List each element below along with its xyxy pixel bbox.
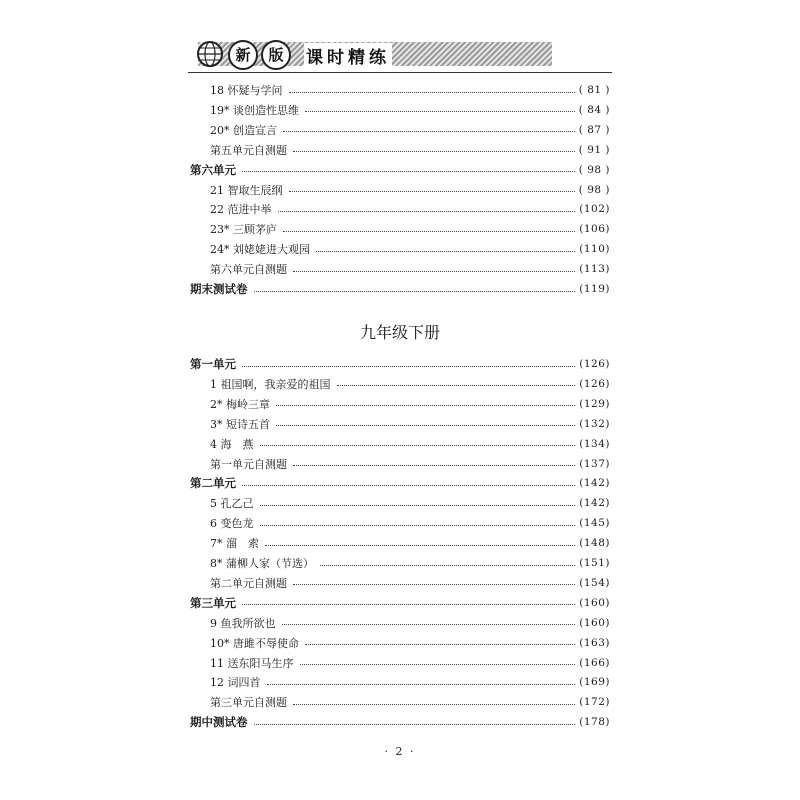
toc-entry-page: (178)	[579, 716, 610, 729]
toc-entry-title: 21 智取生辰纲	[210, 183, 283, 197]
toc-leader-dots	[320, 565, 575, 566]
toc-entry	[190, 80, 610, 100]
toc-entry-page: (113)	[579, 263, 610, 276]
toc-entry-title: 第一单元自测题	[210, 457, 287, 471]
toc-leader-dots	[242, 366, 575, 367]
toc-entry	[190, 279, 610, 299]
toc-entry-title: 12 词四首	[210, 676, 261, 690]
toc-entry-page: ( 91 )	[578, 143, 610, 156]
header-subtitle: 课时精练	[304, 43, 392, 68]
toc-leader-dots	[260, 525, 576, 526]
toc-entry-page: (132)	[579, 417, 610, 430]
toc-entry	[190, 613, 610, 633]
toc-entry	[190, 374, 610, 394]
toc-entry-title: 期中测试卷	[190, 715, 248, 730]
toc-entry-page: (134)	[579, 437, 610, 450]
toc-entry	[190, 199, 610, 219]
toc-entry-title: 2* 梅岭三章	[210, 397, 270, 411]
toc-entry	[190, 513, 610, 533]
toc-entry	[190, 354, 610, 374]
toc-leader-dots	[305, 111, 575, 112]
toc-entry-page: (148)	[579, 537, 610, 550]
section-title: 九年级下册	[359, 323, 440, 342]
toc-entry	[190, 493, 610, 513]
toc-entry	[190, 239, 610, 259]
toc-entry-page: (119)	[579, 283, 610, 295]
toc-entry-page: ( 87 )	[578, 123, 610, 136]
toc-entry-page: (110)	[579, 243, 610, 256]
toc-entry-page: (142)	[579, 477, 610, 490]
toc-entry	[190, 553, 610, 573]
toc-entry-page: (160)	[579, 596, 610, 609]
toc-leader-dots	[283, 231, 575, 232]
toc-entry-page: (102)	[579, 203, 610, 216]
toc-entry-title: 第五单元自测题	[210, 143, 287, 157]
toc-leader-dots	[293, 584, 575, 585]
toc-leader-dots	[293, 704, 575, 705]
toc-entry-title: 第六单元自测题	[210, 263, 287, 277]
toc-leader-dots	[293, 151, 575, 152]
toc-entry-title: 第二单元	[190, 476, 236, 491]
toc-entry-page: (142)	[579, 497, 610, 510]
header-badge-2: 版	[261, 40, 291, 70]
toc-leader-dots	[305, 644, 575, 645]
toc-leader-dots	[282, 624, 576, 625]
toc-entry	[190, 434, 610, 454]
toc-entry-page: (126)	[579, 358, 610, 370]
toc-entry-title: 5 孔乙己	[210, 497, 254, 511]
toc-leader-dots	[242, 171, 575, 172]
toc-leader-dots	[289, 92, 575, 93]
toc-entry	[190, 414, 610, 434]
toc-entry	[190, 160, 610, 180]
toc-entry	[190, 633, 610, 653]
toc-entry-title: 3* 短诗五首	[210, 417, 270, 431]
header-title	[228, 40, 392, 70]
toc-entry	[190, 593, 610, 613]
toc-entry	[190, 219, 610, 239]
toc-entry	[190, 454, 610, 474]
toc-leader-dots	[254, 724, 576, 725]
toc-entry-title: 7* 溜 索	[210, 537, 259, 551]
toc-entry	[190, 394, 610, 414]
toc-entry-page: (154)	[579, 576, 610, 589]
toc-leader-dots	[283, 131, 575, 132]
toc-entry-page: (169)	[579, 676, 610, 689]
toc-entry-title: 第一单元	[190, 357, 236, 371]
globe-logo-icon	[196, 40, 224, 68]
toc-entry-title: 第二单元自测题	[210, 576, 287, 590]
toc-entry-title: 第六单元	[190, 162, 236, 177]
toc-leader-dots	[265, 545, 575, 546]
toc-entry-page: (126)	[579, 377, 610, 390]
toc-entry-title: 24* 刘姥姥进大观园	[210, 243, 310, 257]
toc-entry	[190, 692, 610, 712]
toc-entry-page: (106)	[579, 223, 610, 236]
toc-entry-page: ( 98 )	[578, 183, 610, 196]
toc-leader-dots	[276, 425, 575, 426]
header-banner	[188, 34, 612, 76]
toc-leader-dots	[316, 251, 575, 252]
toc-entry-page: (160)	[579, 616, 610, 629]
toc-entry	[190, 712, 610, 732]
toc-entry	[190, 653, 610, 673]
toc-entry	[190, 533, 610, 553]
toc-entry-page: (129)	[579, 397, 610, 410]
toc-entry	[190, 140, 610, 160]
toc-entry	[190, 100, 610, 120]
toc-entry	[190, 120, 610, 140]
toc-entry	[190, 473, 610, 493]
toc-entry	[190, 672, 610, 692]
toc-entry-page: (163)	[579, 636, 610, 649]
toc-entry-title: 第三单元自测题	[210, 696, 287, 710]
toc-leader-dots	[337, 385, 576, 386]
toc-leader-dots	[267, 684, 576, 685]
toc-entry-title: 第三单元	[190, 595, 236, 610]
toc-leader-dots	[242, 485, 575, 486]
toc-entry-page: ( 81 )	[578, 84, 610, 96]
toc-entry-title: 22 范进中举	[210, 203, 272, 217]
toc-leader-dots	[289, 191, 575, 192]
header-rule	[188, 72, 612, 73]
toc-entry-title: 19* 谈创造性思维	[210, 103, 299, 117]
toc-entry	[190, 573, 610, 593]
toc-entry-title: 20* 创造宣言	[210, 123, 277, 137]
toc-entry-page: (137)	[579, 457, 610, 470]
toc-leader-dots	[260, 505, 576, 506]
toc-entry-title: 10* 唐雎不辱使命	[210, 636, 299, 650]
toc-entry-page: (166)	[579, 656, 610, 669]
toc-entry-page: (145)	[579, 517, 610, 530]
toc-leader-dots	[293, 271, 575, 272]
toc-leader-dots	[278, 211, 576, 212]
header-badge-1: 新	[228, 40, 258, 70]
toc-entry-title: 1 祖国啊，我亲爱的祖国	[210, 377, 331, 391]
toc-leader-dots	[260, 445, 576, 446]
page-number: · 2 ·	[384, 745, 416, 758]
toc-leader-dots	[293, 465, 575, 466]
toc-entry-title: 8* 蒲柳人家（节选）	[210, 557, 314, 570]
toc-entry-page: (172)	[579, 696, 610, 709]
toc-entry-page: ( 84 )	[578, 103, 610, 116]
toc-entry-title: 6 变色龙	[210, 517, 254, 531]
toc-entry-title: 11 送东阳马生序	[210, 656, 294, 670]
toc-leader-dots	[276, 405, 575, 406]
toc-entry-title: 23* 三顾茅庐	[210, 223, 277, 237]
toc-entry-title: 4 海 燕	[210, 437, 254, 451]
toc-entry-title: 18 怀疑与学问	[210, 84, 283, 97]
toc-leader-dots	[254, 291, 576, 292]
toc-entry	[190, 259, 610, 279]
toc-leader-dots	[242, 604, 575, 605]
toc-entry	[190, 180, 610, 200]
toc-leader-dots	[300, 664, 576, 665]
toc-entry-page: (151)	[579, 557, 610, 569]
toc-entry-title: 9 鱼我所欲也	[210, 616, 276, 630]
toc-entry-title: 期末测试卷	[190, 282, 248, 296]
toc-entry-page: ( 98 )	[578, 163, 610, 176]
